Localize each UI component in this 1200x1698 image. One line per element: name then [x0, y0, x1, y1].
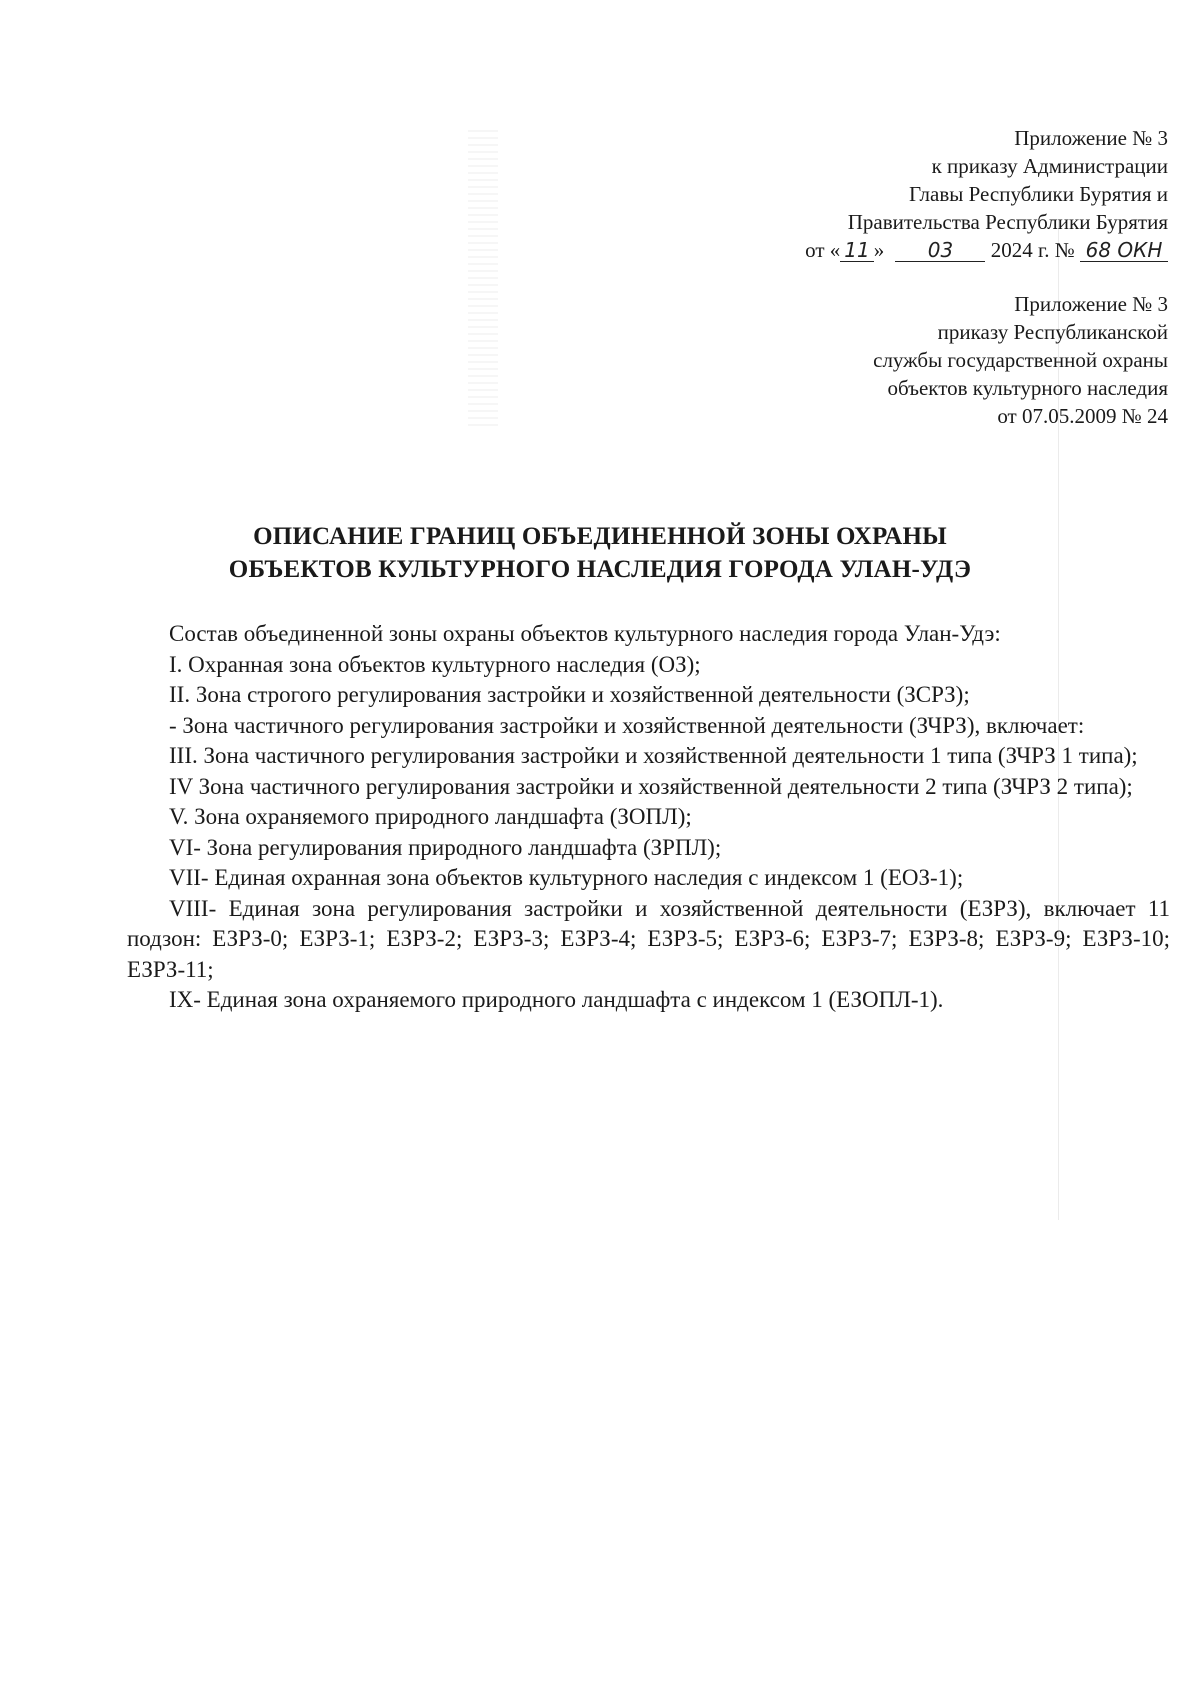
appendix-reference-line: приказу Республиканской [937, 320, 1168, 344]
title-line-2: ОБЪЕКТОВ КУЛЬТУРНОГО НАСЛЕДИЯ ГОРОДА УЛАН-УДЭ [228, 556, 972, 583]
body-paragraph: II. Зона строгого регулирования застройки и хозяйственной деятельности (ЗСРЗ); [169, 682, 970, 707]
handwritten-date-day: 11 [840, 239, 873, 262]
body-paragraph: IX- Единая зона охраняемого природного ландшафта с индексом 1 (ЕЗОПЛ-1). [169, 987, 944, 1012]
title-line-1: ОПИСАНИЕ ГРАНИЦ ОБЪЕДИНЕННОЙ ЗОНЫ ОХРАНЫ [253, 523, 947, 550]
body-paragraph: VI- Зона регулирования природного ландшафта (ЗРПЛ); [169, 834, 722, 860]
body-paragraph: VII- Единая охранная зона объектов культурного наследия с индексом 1 (ЕОЗ-1); [169, 865, 964, 890]
date-year: 2024 г. № [990, 238, 1075, 262]
date-prefix: от « [805, 238, 841, 262]
appendix-header-1 [805, 124, 1168, 264]
appendix-number: Приложение № 3 [1014, 292, 1168, 316]
handwritten-date-month: 03 [895, 239, 985, 262]
body-paragraph: IV Зона частичного регулирования застройки и хозяйственной деятельности 2 типа (ЗЧРЗ 2 типа); [169, 773, 1133, 799]
body-paragraph: III. Зона частичного регулирования застройки и хозяйственной деятельности 1 типа (ЗЧРЗ 1 типа); [169, 743, 1138, 768]
body-paragraph: VIII- Единая зона регулирования застройки и хозяйственной деятельности (ЕЗРЗ), включает 11 подзон: ЕЗРЗ-0; ЕЗРЗ-1; ЕЗРЗ-2; ЕЗРЗ-3; ЕЗРЗ-4; ЕЗРЗ-5; ЕЗРЗ-6; ЕЗРЗ-7; ЕЗРЗ-8; ЕЗРЗ-9; ЕЗРЗ-10; ЕЗРЗ-11; [127, 895, 1170, 982]
handwritten-order-number: 68 ОКН [1080, 239, 1168, 262]
appendix-reference-line: Главы Республики Бурятия и [909, 182, 1168, 206]
appendix-date-line [805, 236, 1168, 264]
appendix-reference-line: объектов культурного наследия [887, 376, 1168, 400]
body-paragraph: Состав объединенной зоны охраны объектов культурного наследия города Улан-Удэ: [169, 621, 1001, 646]
body-paragraph: V. Зона охраняемого природного ландшафта (ЗОПЛ); [169, 804, 692, 829]
appendix-number: Приложение № 3 [1014, 126, 1168, 150]
document-title [0, 520, 1200, 586]
appendix-date-line: от 07.05.2009 № 24 [997, 404, 1168, 428]
appendix-reference-line: к приказу Администрации [931, 154, 1168, 178]
body-paragraph: - Зона частичного регулирования застройки и хозяйственной деятельности (ЗЧРЗ), включает: [169, 712, 1085, 738]
scan-artifact [468, 130, 498, 430]
body-paragraph: I. Охранная зона объектов культурного наследия (ОЗ); [169, 651, 701, 677]
document-body [127, 619, 1170, 1016]
appendix-header-2 [873, 290, 1168, 430]
date-quote-close: » [873, 238, 885, 262]
appendix-reference-line: службы государственной охраны [873, 348, 1168, 372]
appendix-reference-line: Правительства Республики Бурятия [847, 210, 1168, 234]
